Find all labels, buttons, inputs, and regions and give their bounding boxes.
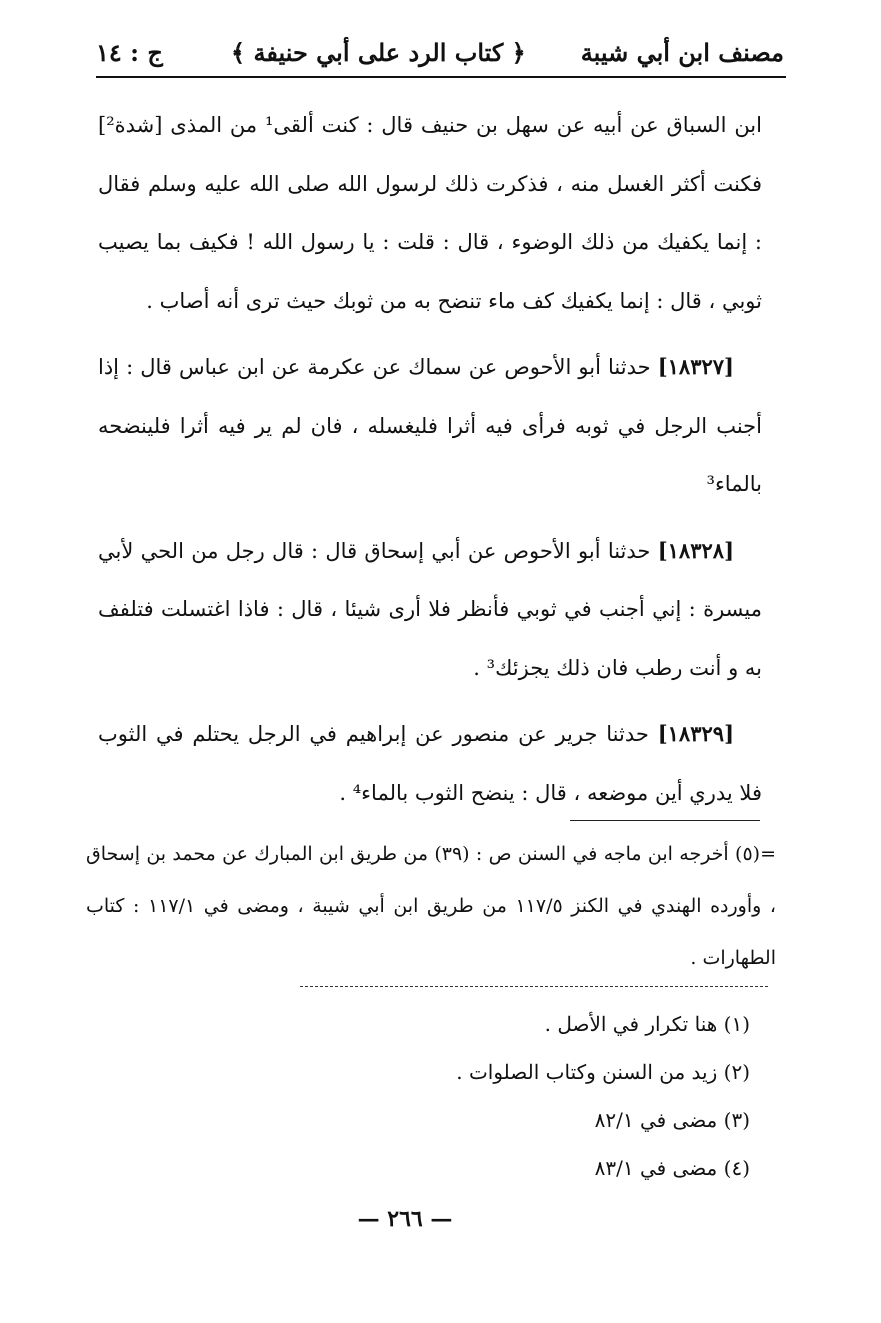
book-title: مصنف ابن أبي شيبة: [580, 37, 784, 67]
header-rule: [96, 76, 786, 78]
hadith-number: [١٨٣٢٨]: [657, 537, 734, 563]
hadith-text: حدثنا أبو الأحوص عن سماك عن عكرمة عن ابن عباس قال : إذا أجنب الرجل في ثوبه فرأى فيه أثرا فليغسله ، فان لم ير فيه أثرا فلينضحه بالماء³: [98, 355, 762, 496]
footnote-separator: [300, 986, 768, 987]
footnote-1: (١) هنا تكرار في الأصل .: [544, 1012, 750, 1036]
footnotes: [300, 1000, 750, 1192]
hadith-18328: [98, 522, 762, 698]
volume-number: ج : ١٤: [96, 37, 163, 67]
continued-footnote: [86, 828, 776, 984]
footnote-rule: [570, 820, 760, 821]
hadith-text: حدثنا جرير عن منصور عن إبراهيم في الرجل يحتلم في الثوب فلا يدري أين موضعه ، قال : ينضح الثوب بالماء⁴ .: [98, 722, 762, 805]
footnote-2: (٢) زيد من السنن وكتاب الصلوات .: [456, 1060, 750, 1084]
main-text: [98, 96, 762, 830]
footnote-3: (٣) مضى في ٨٢/١: [594, 1108, 750, 1132]
footnote-4: (٤) مضى في ٨٣/١: [594, 1156, 750, 1180]
hadith-18329: [98, 705, 762, 822]
hadith-18327: [98, 338, 762, 514]
hadith-number: [١٨٣٢٧]: [657, 354, 734, 379]
continued-footnote-text: =(٥) أخرجه ابن ماجه في السنن ص : (٣٩) من طريق ابن المبارك عن محمد بن إسحاق ، وأورده الهندي في الكنز ١١٧/٥ من طريق ابن أبي شيبة ، ومضى في ١١٧/١ : كتاب الطهارات .: [86, 843, 776, 969]
hadith-text: حدثنا أبو الأحوص عن أبي إسحاق قال : قال رجل من الحي لأبي ميسرة : إني أجنب في ثوبي فأنظر فلا أرى شيئا ، قال : فاذا اغتسلت فتلفف به و أنت رطب فان ذلك يجزئك³ .: [98, 538, 762, 680]
running-header: [96, 28, 784, 76]
page-number: — ٢٦٦ —: [357, 1206, 453, 1232]
section-title: ﴿ كتاب الرد على أبي حنيفة ﴾: [231, 37, 526, 67]
hadith-number: [١٨٣٢٩]: [657, 721, 734, 746]
paragraph-continuation: ابن السباق عن أبيه عن سهل بن حنيف قال : كنت ألقى¹ من المذى [شدة²] فكنت أكثر الغسل منه ، فذكرت ذلك لرسول الله صلى الله عليه وسلم فقال : إنما يكفيك من ذلك الوضوء ، قال : قلت : يا رسول الله ! فكيف بما يصيب ثوبي ، قال : إنما يكفيك كف ماء تنضح به من ثوبك حيث ترى أنه أصاب .: [98, 113, 762, 313]
